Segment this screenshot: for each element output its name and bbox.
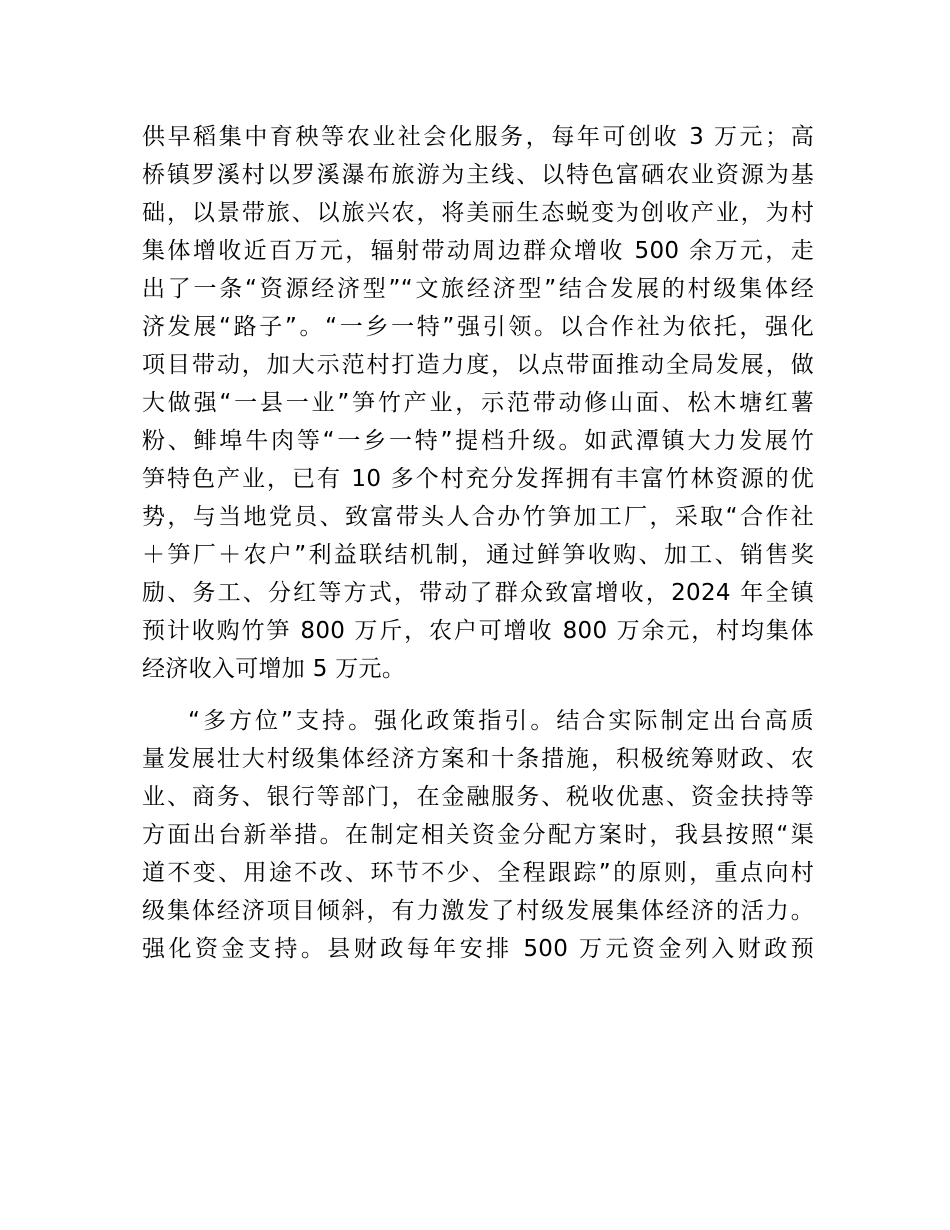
paragraph-1 [142,118,814,688]
body-text [142,118,814,968]
text-line: 经济收入可增加 5 万元。 [142,656,406,682]
text-line: 供早稻集中育秧等农业社会化服务，每年可创收 3 万元；高 [142,124,814,150]
text-line: 业、商务、银行等部门，在金融服务、税收优惠、资金扶持等 [142,784,814,810]
text-line: 强化资金支持。县财政每年安排 500 万元资金列入财政预 [142,936,814,962]
text-line: 大做强“一县一业”笋竹产业，示范带动修山面、松木塘红薯 [142,390,814,416]
text-line: 出了一条“资源经济型”“文旅经济型”结合发展的村级集体经 [142,276,814,302]
text-line: 桥镇罗溪村以罗溪瀑布旅游为主线、以特色富硒农业资源为基 [142,162,814,188]
text-line: “多方位”支持。强化政策指引。结合实际制定出台高质 [188,708,814,734]
text-line: 集体增收近百万元，辐射带动周边群众增收 500 余万元，走 [142,238,814,264]
text-line: 量发展壮大村级集体经济方案和十条措施，积极统筹财政、农 [142,746,814,772]
text-line: 础，以景带旅、以旅兴农，将美丽生态蜕变为创收产业，为村 [142,200,814,226]
text-line: 预计收购竹笋 800 万斤，农户可增收 800 万余元，村均集体 [142,618,814,644]
text-line: 励、务工、分红等方式，带动了群众致富增收，2024 年全镇 [142,580,814,606]
paragraph-2 [142,702,814,968]
text-line: 笋特色产业，已有 10 多个村充分发挥拥有丰富竹林资源的优 [142,466,814,492]
text-line: 项目带动，加大示范村打造力度，以点带面推动全局发展，做 [142,352,814,378]
text-line: 级集体经济项目倾斜，有力激发了村级发展集体经济的活力。 [142,898,814,924]
text-line: 势，与当地党员、致富带头人合办竹笋加工厂，采取“合作社 [142,504,814,530]
text-line: ＋笋厂＋农户”利益联结机制，通过鲜笋收购、加工、销售奖 [142,542,814,568]
text-line: 方面出台新举措。在制定相关资金分配方案时，我县按照“渠 [142,822,814,848]
text-line: 道不变、用途不改、环节不少、全程跟踪”的原则，重点向村 [142,860,814,886]
text-line: 粉、鲱埠牛肉等“一乡一特”提档升级。如武潭镇大力发展竹 [142,428,814,454]
text-line: 济发展“路子”。“一乡一特”强引领。以合作社为依托，强化 [142,314,814,340]
paragraph-gap [142,688,814,702]
